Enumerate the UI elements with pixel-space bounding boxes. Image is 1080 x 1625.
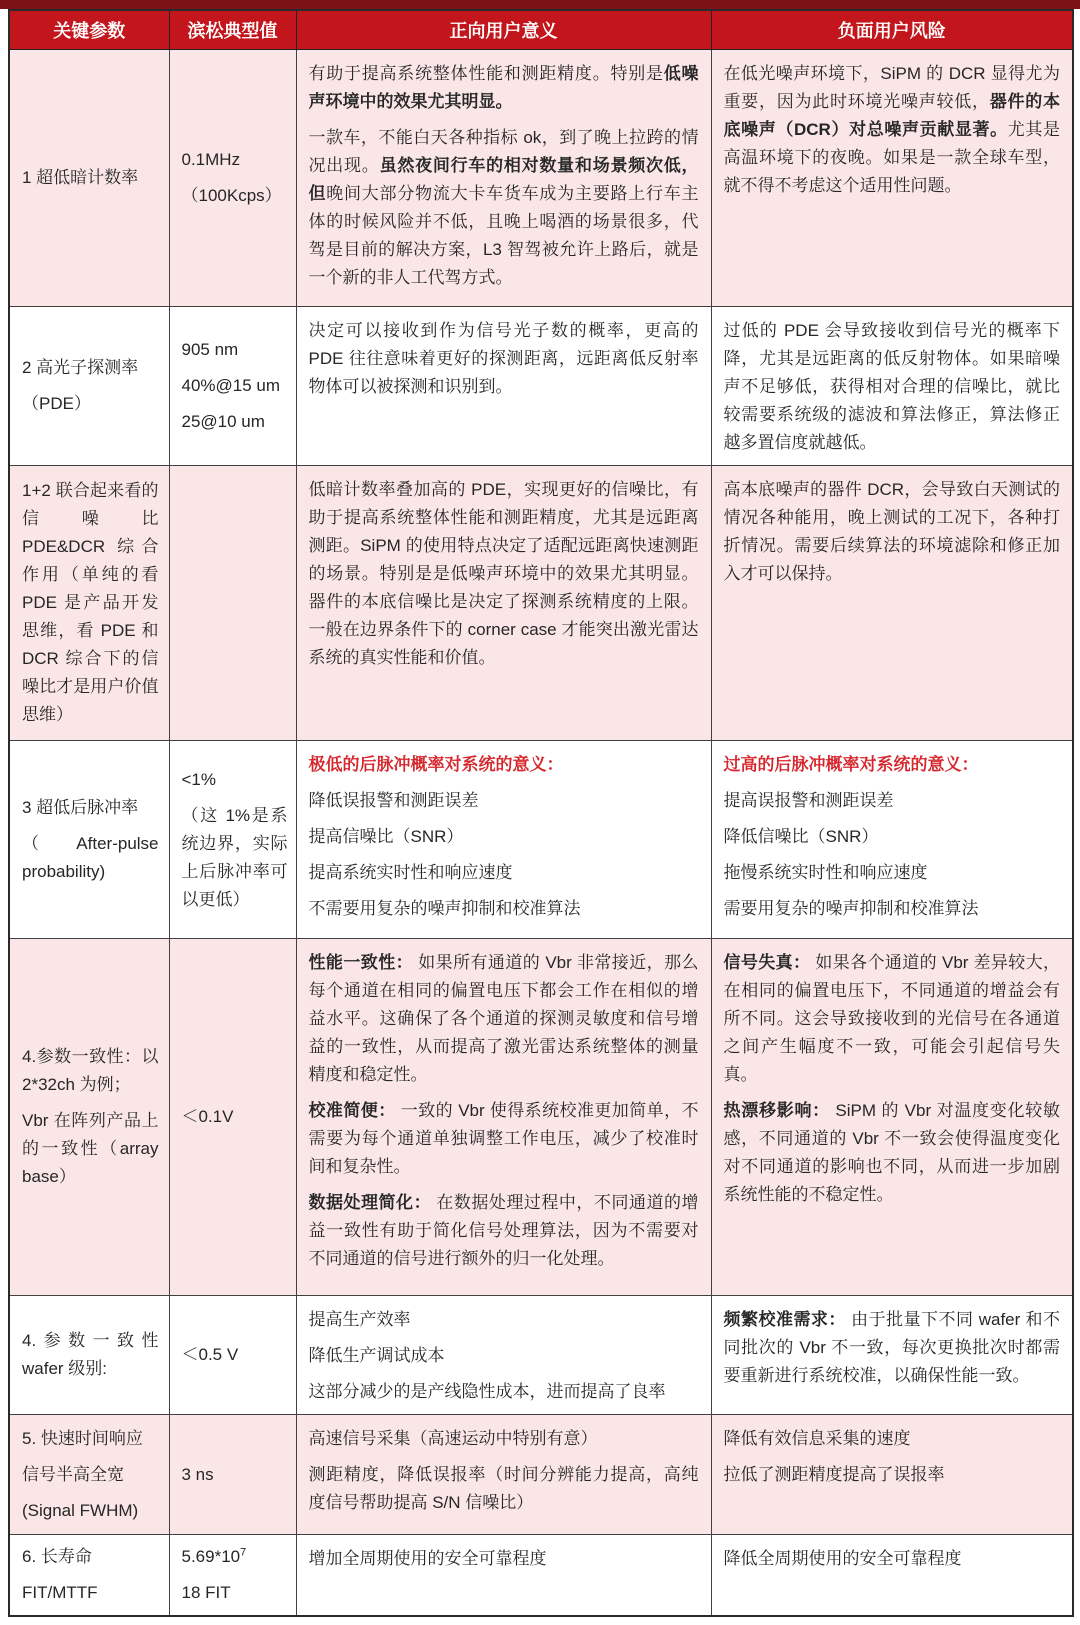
text-segment: 信号失真： [723, 953, 811, 972]
table-row [9, 1296, 1073, 1415]
text-segment: Vbr 在阵列产品上的一致性（array base） [22, 1111, 159, 1186]
text-segment: 不需要用复杂的噪声抑制和校准算法 [308, 899, 581, 918]
cell-paragraph [724, 859, 1061, 887]
parameter-table [8, 9, 1074, 1617]
text-segment: 降低生产调试成本 [308, 1346, 445, 1365]
text-segment: 7 [240, 1546, 247, 1559]
cell-paragraph [22, 1461, 159, 1489]
text-segment: （这 1%是系统边界，实际上后脉冲率可以更低） [181, 805, 288, 909]
cell-paragraph [309, 1461, 699, 1517]
negative-cell [711, 466, 1073, 741]
positive-cell [296, 939, 711, 1296]
text-segment: 需要用复杂的噪声抑制和校准算法 [723, 899, 979, 918]
cell-paragraph [724, 1425, 1061, 1453]
text-segment: 这部分减少的是产线隐性成本，进而提高了良率 [308, 1382, 666, 1401]
param-cell [9, 741, 169, 939]
cell-paragraph [182, 372, 288, 400]
text-segment: 拖慢系统实时性和响应速度 [723, 863, 928, 882]
param-cell [9, 939, 169, 1296]
text-segment: 虽然夜间行车的相对数量和场景频次低，但 [308, 156, 699, 203]
cell-paragraph [724, 1306, 1061, 1390]
text-segment: 极低的后脉冲概率对系统的意义： [308, 755, 564, 774]
positive-cell [296, 466, 711, 741]
cell-paragraph [182, 182, 288, 210]
text-segment: 数据处理简化： [308, 1193, 432, 1212]
cell-paragraph [724, 787, 1061, 815]
positive-cell [296, 307, 711, 466]
cell-paragraph [724, 1097, 1061, 1209]
text-segment: 决定可以接收到作为信号光子数的概率，更高的 PDE 往往意味着更好的探测距离，远距离低反射率物体可以被探测和识别到。 [308, 321, 699, 396]
cell-paragraph [22, 1497, 159, 1525]
cell-paragraph [724, 317, 1061, 457]
negative-cell [711, 939, 1073, 1296]
text-segment: SiPM 的 Vbr 对温度变化较敏感，不同通道的 Vbr 不一致会使得温度变化对不同通道的影响也不同，从而进一步加剧系统性能的不稳定性。 [723, 1101, 1061, 1204]
cell-paragraph [182, 802, 288, 914]
text-segment: 高本底噪声的器件 DCR，会导致白天测试的情况各种能用，晚上测试的工况下，各种打折情况。需要后续算法的环境滤除和修正加入才可以保持。 [723, 480, 1060, 583]
cell-paragraph [22, 1043, 159, 1099]
text-segment: FIT/MTTF [22, 1583, 98, 1602]
cell-paragraph [182, 766, 288, 794]
text-segment: 过低的 PDE 会导致接收到信号光的概率下降，尤其是远距离的低反射物体。如果暗噪声不足够低，获得相对合理的信噪比，就比较需要系统级的滤波和算法修正，算法修正越多置信度就越低。 [723, 321, 1060, 452]
param-cell [9, 307, 169, 466]
text-segment: 在低光噪声环境下，SiPM 的 DCR 显得尤为重要，因为此时环境光噪声较低， [723, 64, 1060, 111]
text-segment: （100Kcps） [181, 186, 282, 205]
text-segment: 一致的 Vbr 使得系统校准更加简单，不需要为每个通道单独调整工作电压，减少了校准时间和复杂性。 [308, 1101, 699, 1176]
cell-paragraph [309, 949, 699, 1089]
cell-paragraph [309, 1189, 699, 1273]
cell-paragraph [724, 751, 1061, 779]
text-segment: 0.1MHz [181, 150, 241, 169]
text-segment: 25@10 um [181, 412, 265, 431]
positive-cell [296, 1415, 711, 1535]
text-segment: 提高误报警和测距误差 [723, 791, 894, 810]
col-header-negative-risk: 负面用户风险 [711, 10, 1073, 50]
param-cell [9, 466, 169, 741]
text-segment: 40%@15 um [181, 376, 281, 395]
cell-paragraph [22, 830, 159, 886]
cell-paragraph [182, 336, 288, 364]
param-cell [9, 50, 169, 307]
value-cell [169, 741, 296, 939]
value-cell [169, 1415, 296, 1535]
cell-paragraph [182, 1579, 288, 1607]
negative-cell [711, 50, 1073, 307]
text-segment: 如果各个通道的 Vbr 差异较大，在相同的偏置电压下，不同通道的增益会有所不同。这会导致接收到的光信号在各通道之间产生幅度不一致，可能会引起信号失真。 [723, 953, 1061, 1084]
text-segment: 低暗计数率叠加高的 PDE，实现更好的信噪比，有助于提高系统整体性能和测距精度，尤其是远距离测距。SiPM 的使用特点决定了适配远距离快速测距的场景。特别是是低噪声环境中的效果尤其明显。器件的本底信噪比是决定了探测系统精度的上限。一般在边界条件下的 corner case 才能突出激光雷达系统的真实性能和价值。 [308, 480, 699, 667]
positive-cell [296, 50, 711, 307]
text-segment: 降低信噪比（SNR） [723, 827, 879, 846]
text-segment: <1% [181, 769, 216, 789]
text-segment: 3 超低后脉冲率 [22, 797, 139, 817]
cell-paragraph [309, 1306, 699, 1334]
text-segment: 提高信噪比（SNR） [308, 827, 464, 846]
cell-paragraph [309, 823, 699, 851]
cell-paragraph [724, 60, 1061, 200]
text-segment: 信号半高全宽 [22, 1464, 124, 1484]
text-segment: 18 FIT [181, 1583, 231, 1602]
text-segment: 3 ns [181, 1464, 214, 1484]
table-top-border [0, 0, 1080, 9]
param-cell [9, 1296, 169, 1415]
value-cell [169, 1535, 296, 1617]
table-row [9, 307, 1073, 466]
text-segment: 热漂移影响： [723, 1101, 830, 1120]
text-segment: 降低有效信息采集的速度 [723, 1429, 911, 1448]
cell-paragraph [309, 1545, 699, 1573]
positive-cell [296, 1535, 711, 1617]
text-segment: 性能一致性： [308, 953, 414, 972]
text-segment: ＜0.1V [181, 1107, 234, 1126]
text-segment: 降低全周期使用的安全可靠程度 [723, 1549, 962, 1568]
text-segment: 提高系统实时性和响应速度 [308, 863, 513, 882]
param-cell [9, 1415, 169, 1535]
text-segment: 5. 快速时间响应 [22, 1428, 143, 1448]
table-row [9, 939, 1073, 1296]
text-segment: 过高的后脉冲概率对系统的意义： [723, 755, 979, 774]
value-cell [169, 307, 296, 466]
text-segment: 提高生产效率 [308, 1310, 411, 1329]
cell-paragraph [309, 1342, 699, 1370]
table-header [9, 10, 1073, 50]
table-wrapper [0, 9, 1080, 1625]
cell-paragraph [309, 1425, 699, 1453]
text-segment: 降低误报警和测距误差 [308, 791, 479, 810]
text-segment: 频繁校准需求： [723, 1310, 846, 1329]
text-segment: 2 高光子探测率 [22, 358, 139, 377]
text-segment: 1+2 联合起来看的信噪比 PDE&DCR 综合作用（单纯的看 PDE 是产品开发思维，看 PDE 和 DCR 综合下的信噪比才是用户价值思维） [22, 481, 159, 724]
text-segment: 校准简便： [308, 1101, 396, 1120]
cell-paragraph [182, 1461, 288, 1489]
text-segment: 增加全周期使用的安全可靠程度 [308, 1549, 547, 1568]
text-segment: 4.参数一致性：以 2*32ch 为例； [22, 1047, 159, 1094]
positive-cell [296, 1296, 711, 1415]
value-cell [169, 466, 296, 741]
cell-paragraph [309, 476, 699, 672]
param-cell [9, 1535, 169, 1617]
cell-paragraph [182, 146, 288, 174]
cell-paragraph [22, 1543, 159, 1571]
cell-paragraph [182, 1543, 288, 1571]
text-segment: 测距精度，降低误报率（时间分辨能力提高，高纯度信号帮助提高 S/N 信噪比） [308, 1465, 699, 1512]
text-segment: （After-pulse probability) [22, 833, 159, 881]
cell-paragraph [182, 408, 288, 436]
cell-paragraph [309, 60, 699, 116]
cell-paragraph [309, 1097, 699, 1181]
cell-paragraph [22, 354, 159, 382]
negative-cell [711, 741, 1073, 939]
text-segment: 一款车，不能白天各种指标 ok，到了晚上拉跨的情况出现。 [308, 128, 699, 175]
text-segment: 在数据处理过程中，不同通道的增益一致性有助于简化信号处理算法，因为不需要对不同通道的信号进行额外的归一化处理。 [308, 1193, 699, 1268]
col-header-positive-meaning: 正向用户意义 [296, 10, 711, 50]
cell-paragraph [22, 1425, 159, 1453]
cell-paragraph [182, 1341, 288, 1369]
cell-paragraph [309, 124, 699, 292]
positive-cell [296, 741, 711, 939]
table-row [9, 741, 1073, 939]
text-segment: 高速信号采集（高速运动中特别有意） [308, 1429, 598, 1448]
cell-paragraph [22, 1579, 159, 1607]
cell-paragraph [724, 823, 1061, 851]
negative-cell [711, 1415, 1073, 1535]
text-segment: (Signal FWHM) [22, 1500, 139, 1520]
text-segment: 1 超低暗计数率 [22, 168, 139, 187]
cell-paragraph [724, 1461, 1061, 1489]
table-body [9, 50, 1073, 1617]
text-segment: 晚间大部分物流大卡车货车成为主要路上行车主体的时候风险并不低，且晚上喝酒的场景很多，代驾是目前的解决方案，L3 智驾被允许上路后，就是一个新的非人工代驾方式。 [308, 184, 699, 287]
cell-paragraph [724, 949, 1061, 1089]
text-segment: 如果所有通道的 Vbr 非常接近，那么每个通道在相同的偏置电压下都会工作在相似的增益水平。这确保了各个通道的探测灵敏度和信号增益的一致性，从而提高了激光雷达系统整体的测量精度和稳定性。 [308, 953, 699, 1084]
table-row [9, 50, 1073, 307]
text-segment: 尤其是高温环境下的夜晚。如果是一款全球车型，就不得不考虑这个适用性问题。 [723, 120, 1060, 195]
negative-cell [711, 307, 1073, 466]
cell-paragraph [309, 787, 699, 815]
text-segment: 低噪声环境中的效果尤其明显。 [308, 64, 699, 111]
cell-paragraph [309, 751, 699, 779]
cell-paragraph [22, 477, 159, 729]
cell-paragraph [309, 1378, 699, 1406]
header-row [9, 10, 1073, 50]
cell-paragraph [724, 1545, 1061, 1573]
value-cell [169, 939, 296, 1296]
table-row [9, 1535, 1073, 1617]
cell-paragraph [22, 164, 159, 192]
text-segment: 6. 长寿命 [22, 1547, 92, 1566]
negative-cell [711, 1296, 1073, 1415]
text-segment: 4.参数一致性 wafer 级别: [22, 1331, 159, 1378]
value-cell [169, 50, 296, 307]
cell-paragraph [22, 390, 159, 418]
cell-paragraph [182, 1103, 288, 1131]
text-segment: ＜0.5 V [181, 1345, 239, 1364]
table-row [9, 1415, 1073, 1535]
cell-paragraph [309, 859, 699, 887]
text-segment: 有助于提高系统整体性能和测距精度。特别是 [308, 64, 664, 83]
cell-paragraph [309, 895, 699, 923]
col-header-typical-value: 滨松典型值 [169, 10, 296, 50]
text-segment: 905 nm [181, 340, 239, 359]
cell-paragraph [724, 895, 1061, 923]
cell-paragraph [22, 794, 159, 822]
cell-paragraph [309, 317, 699, 401]
cell-paragraph [22, 1107, 159, 1191]
text-segment: （PDE） [22, 394, 91, 413]
cell-paragraph [724, 476, 1061, 588]
cell-paragraph [22, 1327, 159, 1383]
table-row [9, 466, 1073, 741]
value-cell [169, 1296, 296, 1415]
negative-cell [711, 1535, 1073, 1617]
text-segment: 器件的本底噪声（DCR）对总噪声贡献显著。 [723, 92, 1060, 139]
text-segment: 拉低了测距精度提高了误报率 [723, 1465, 945, 1484]
col-header-key-parameter: 关键参数 [9, 10, 169, 50]
text-segment: 5.69*10 [181, 1547, 241, 1566]
text-segment: 由于批量下不同 wafer 和不同批次的 Vbr 不一致，每次更换批次时都需要重新进行系统校准，以确保性能一致。 [723, 1310, 1060, 1385]
